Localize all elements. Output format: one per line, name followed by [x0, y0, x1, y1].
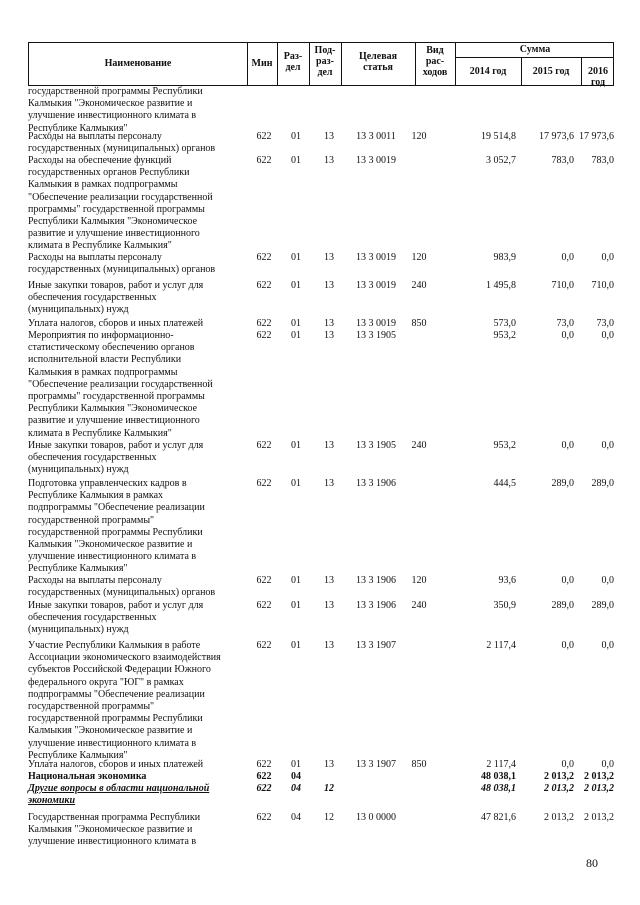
row-name: Расходы на выплаты персоналу государственных (муниципальных) органов: [28, 252, 216, 276]
row-raz: 01: [291, 759, 301, 770]
row-raz: 01: [291, 252, 301, 263]
row-vid: 240: [411, 440, 427, 451]
row-s16: 710,0: [591, 280, 614, 291]
header-podrazdel: Под- раз- дел: [314, 45, 336, 78]
row-s14: 573,0: [493, 318, 516, 329]
row-s15: 17 973,6: [539, 131, 574, 142]
row-min: 622: [256, 759, 272, 770]
row-raz: 01: [291, 318, 301, 329]
row-pod: 13: [324, 440, 334, 451]
header-celevaya: Целевая статья: [358, 51, 398, 73]
row-pod: 13: [324, 640, 334, 651]
header-vid: Вид рас- ходов: [422, 45, 448, 78]
row-cel: 13 3 1906: [356, 600, 396, 611]
row-name: Расходы на выплаты персоналу государственных (муниципальных) органов: [28, 131, 216, 155]
row-s15: 783,0: [551, 155, 574, 166]
row-min: 622: [256, 280, 272, 291]
row-s16: 0,0: [601, 759, 614, 770]
row-name: Государственная программа Республики Калмыкия "Экономическое развитие и улучшение инвестиционного климата в: [28, 812, 201, 848]
row-min: 622: [256, 575, 272, 586]
row-name: Уплата налогов, сборов и иных платежей: [28, 759, 204, 770]
row-cel: 13 3 1906: [356, 575, 396, 586]
row-name: Иные закупки товаров, работ и услуг для обеспечения государственных (муниципальных) нужд: [28, 600, 204, 636]
row-s15: 289,0: [551, 478, 574, 489]
row-pod: 12: [324, 812, 334, 823]
row-name: Участие Республики Калмыкия в работе Ассоциации экономического взаимодействия субъектов Российской Федерации Южного федерального округа "ЮГ" в рамках подпрограммы "Обеспечение реализации государственной программы" государственной программы Республики Калмыкия "Экономическое развитие и улучшение инвестиционного климата в Республике Калмыкия": [28, 640, 221, 761]
row-s15: 2 013,2: [544, 812, 574, 823]
row-pod: 12: [324, 783, 334, 794]
row-s14: 444,5: [493, 478, 516, 489]
row-raz: 01: [291, 440, 301, 451]
row-s14: 48 038,1: [481, 771, 516, 782]
header-2016: 2016 год: [588, 66, 608, 88]
row-name: государственной программы Республики Калмыкия "Экономическое развитие и улучшение инвестиционного климата в Республике Калмыкия": [28, 86, 203, 134]
header-name: Наименование: [104, 58, 172, 69]
row-s16: 2 013,2: [584, 812, 614, 823]
row-pod: 13: [324, 600, 334, 611]
row-cel: 13 3 0019: [356, 280, 396, 291]
row-s16: 289,0: [591, 478, 614, 489]
row-s16: 0,0: [601, 440, 614, 451]
row-vid: 120: [411, 252, 427, 263]
row-s14: 47 821,6: [481, 812, 516, 823]
row-s14: 3 052,7: [486, 155, 516, 166]
row-pod: 13: [324, 575, 334, 586]
row-cel: 13 3 0019: [356, 318, 396, 329]
row-vid: 240: [411, 600, 427, 611]
row-s14: 953,2: [493, 440, 516, 451]
row-cel: 13 0 0000: [356, 812, 396, 823]
row-min: 622: [256, 252, 272, 263]
row-raz: 01: [291, 155, 301, 166]
header-2015: 2015 год: [532, 66, 570, 77]
row-cel: 13 3 1907: [356, 759, 396, 770]
row-min: 622: [256, 812, 272, 823]
row-s14: 2 117,4: [486, 640, 516, 651]
row-s15: 0,0: [561, 330, 574, 341]
row-cel: 13 3 1906: [356, 478, 396, 489]
row-s15: 289,0: [551, 600, 574, 611]
page-number: 80: [586, 856, 598, 870]
row-s16: 289,0: [591, 600, 614, 611]
row-min: 622: [256, 440, 272, 451]
row-raz: 01: [291, 280, 301, 291]
row-pod: 13: [324, 478, 334, 489]
row-min: 622: [256, 478, 272, 489]
row-cel: 13 3 0019: [356, 155, 396, 166]
row-s16: 17 973,6: [579, 131, 614, 142]
row-pod: 13: [324, 155, 334, 166]
row-name: Мероприятия по информационно- статистическому обеспечению органов исполнительной власти Республики Калмыкия в рамках подпрограммы "Обеспечение реализации государственной программы" государственной программы Республики Калмыкия "Экономическое развитие и улучшение инвестиционного климата в Республике Калмыкия": [28, 330, 213, 439]
row-min: 622: [256, 600, 272, 611]
row-s15: 0,0: [561, 640, 574, 651]
row-s15: 2 013,2: [544, 771, 574, 782]
row-raz: 04: [291, 771, 301, 782]
row-vid: 240: [411, 280, 427, 291]
row-s14: 1 495,8: [486, 280, 516, 291]
row-s15: 0,0: [561, 575, 574, 586]
table-header: [28, 42, 614, 86]
row-s15: 0,0: [561, 440, 574, 451]
row-name: Иные закупки товаров, работ и услуг для обеспечения государственных (муниципальных) нужд: [28, 440, 204, 476]
row-min: 622: [256, 318, 272, 329]
row-min: 622: [256, 783, 272, 794]
row-s16: 0,0: [601, 640, 614, 651]
row-s15: 710,0: [551, 280, 574, 291]
row-pod: 13: [324, 759, 334, 770]
row-raz: 04: [291, 783, 301, 794]
row-s15: 73,0: [556, 318, 574, 329]
row-raz: 01: [291, 478, 301, 489]
row-pod: 13: [324, 318, 334, 329]
row-s14: 953,2: [493, 330, 516, 341]
row-name: Иные закупки товаров, работ и услуг для обеспечения государственных (муниципальных) нужд: [28, 280, 204, 316]
row-s14: 19 514,8: [481, 131, 516, 142]
row-pod: 13: [324, 252, 334, 263]
row-min: 622: [256, 640, 272, 651]
row-name: Расходы на обеспечение функций государственных органов Республики Калмыкия в рамках подпрограммы "Обеспечение реализации государственной программы" государственной программы Республики Калмыкия "Экономическое развитие и улучшение инвестиционного климата в Республике Калмыкия": [28, 155, 213, 252]
row-vid: 850: [411, 759, 427, 770]
row-min: 622: [256, 330, 272, 341]
row-s16: 0,0: [601, 252, 614, 263]
row-name: Национальная экономика: [28, 771, 147, 782]
row-vid: 120: [411, 575, 427, 586]
row-s14: 2 117,4: [486, 759, 516, 770]
row-raz: 01: [291, 575, 301, 586]
row-cel: 13 3 0019: [356, 252, 396, 263]
row-pod: 13: [324, 330, 334, 341]
row-min: 622: [256, 155, 272, 166]
row-cel: 13 3 1905: [356, 440, 396, 451]
row-s14: 350,9: [493, 600, 516, 611]
row-s16: 0,0: [601, 330, 614, 341]
row-name: Подготовка управленческих кадров в Республике Калмыкия в рамках подпрограммы "Обеспечение реализации государственной программы" государственной программы Республики Калмыкия "Экономическое развитие и улучшение инвестиционного климата в Республике Калмыкия": [28, 478, 205, 575]
header-2014: 2014 год: [469, 66, 507, 77]
row-s15: 2 013,2: [544, 783, 574, 794]
header-summa-divider: [455, 57, 613, 58]
row-cel: 13 3 0011: [356, 131, 396, 142]
row-raz: 01: [291, 330, 301, 341]
row-cel: 13 3 1907: [356, 640, 396, 651]
row-s16: 783,0: [591, 155, 614, 166]
row-vid: 120: [411, 131, 427, 142]
row-cel: 13 3 1905: [356, 330, 396, 341]
header-min: Мин: [251, 58, 273, 69]
header-razdel: Раз- дел: [283, 51, 303, 73]
row-s16: 2 013,2: [584, 771, 614, 782]
row-raz: 01: [291, 131, 301, 142]
row-s15: 0,0: [561, 759, 574, 770]
row-s15: 0,0: [561, 252, 574, 263]
row-pod: 13: [324, 131, 334, 142]
row-s16: 73,0: [596, 318, 614, 329]
row-name: Расходы на выплаты персоналу государственных (муниципальных) органов: [28, 575, 216, 599]
row-s14: 983,9: [493, 252, 516, 263]
row-s16: 0,0: [601, 575, 614, 586]
row-pod: 13: [324, 280, 334, 291]
row-min: 622: [256, 131, 272, 142]
header-summa: Сумма: [519, 44, 551, 55]
row-vid: 850: [411, 318, 427, 329]
row-name: Уплата налогов, сборов и иных платежей: [28, 318, 204, 329]
row-raz: 01: [291, 600, 301, 611]
row-raz: 01: [291, 640, 301, 651]
row-s14: 48 038,1: [481, 783, 516, 794]
row-raz: 04: [291, 812, 301, 823]
row-s16: 2 013,2: [584, 783, 614, 794]
row-min: 622: [256, 771, 272, 782]
row-s14: 93,6: [498, 575, 516, 586]
row-name: Другие вопросы в области национальной экономики: [28, 783, 210, 807]
